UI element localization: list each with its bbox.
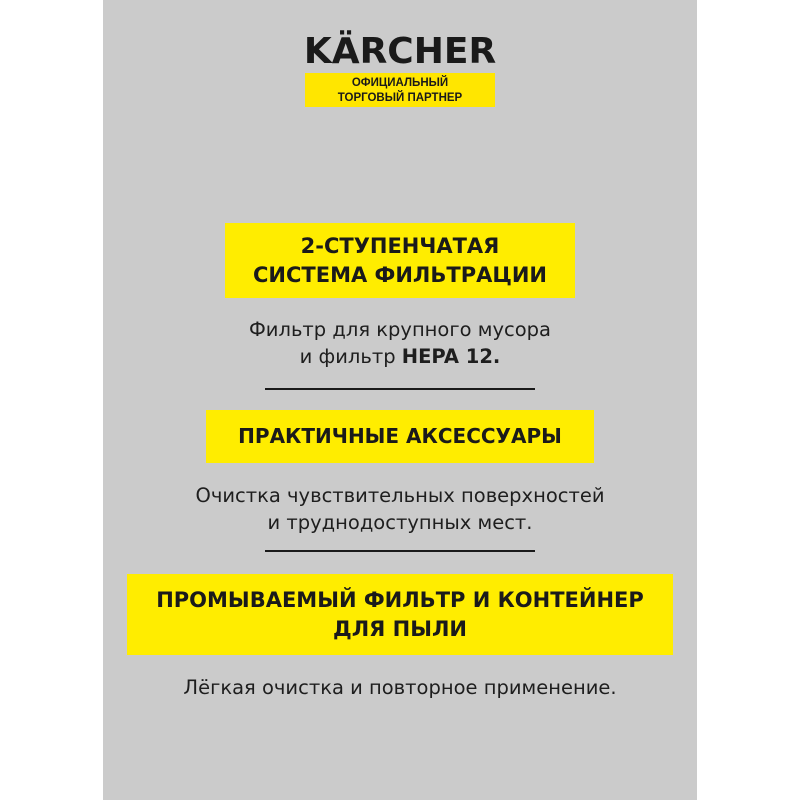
- karcher-logo: KÄRCHER: [303, 31, 497, 72]
- hepa-label: HEPA 12.: [401, 345, 501, 368]
- feature-desc-line: Очистка чувствительных поверхностей: [195, 484, 605, 507]
- feature-title-line: ДЛЯ ПЫЛИ: [333, 617, 467, 641]
- feature-washable-filter-description: [103, 674, 697, 701]
- feature-desc-line: Фильтр для крупного мусора: [249, 318, 551, 341]
- feature-filtration-description: [103, 316, 697, 370]
- feature-title-line: ПРАКТИЧНЫЕ АКСЕССУАРЫ: [238, 424, 562, 448]
- product-info-card: [103, 0, 697, 800]
- feature-desc-line: [103, 343, 697, 370]
- partner-badge-line2: ТОРГОВЫЙ ПАРТНЕР: [337, 92, 463, 104]
- feature-accessories-title: [206, 410, 594, 463]
- feature-title-line: ПРОМЫВАЕМЫЙ ФИЛЬТР И КОНТЕЙНЕР: [156, 588, 644, 612]
- divider-line: [265, 388, 535, 390]
- feature-title-line: СИСТЕМА ФИЛЬТРАЦИИ: [253, 263, 547, 287]
- feature-desc-prefix: и фильтр: [299, 345, 402, 368]
- partner-badge-line1: ОФИЦИАЛЬНЫЙ: [351, 77, 449, 89]
- feature-desc-line: Лёгкая очистка и повторное применение.: [183, 676, 617, 699]
- feature-accessories-description: [103, 482, 697, 536]
- feature-title-line: 2-СТУПЕНЧАТАЯ: [300, 234, 500, 258]
- feature-desc-line: и труднодоступных мест.: [267, 511, 533, 534]
- divider-line: [265, 550, 535, 552]
- feature-filtration-title: [225, 223, 575, 298]
- feature-washable-filter-title: [127, 574, 673, 655]
- official-partner-badge: [305, 73, 495, 107]
